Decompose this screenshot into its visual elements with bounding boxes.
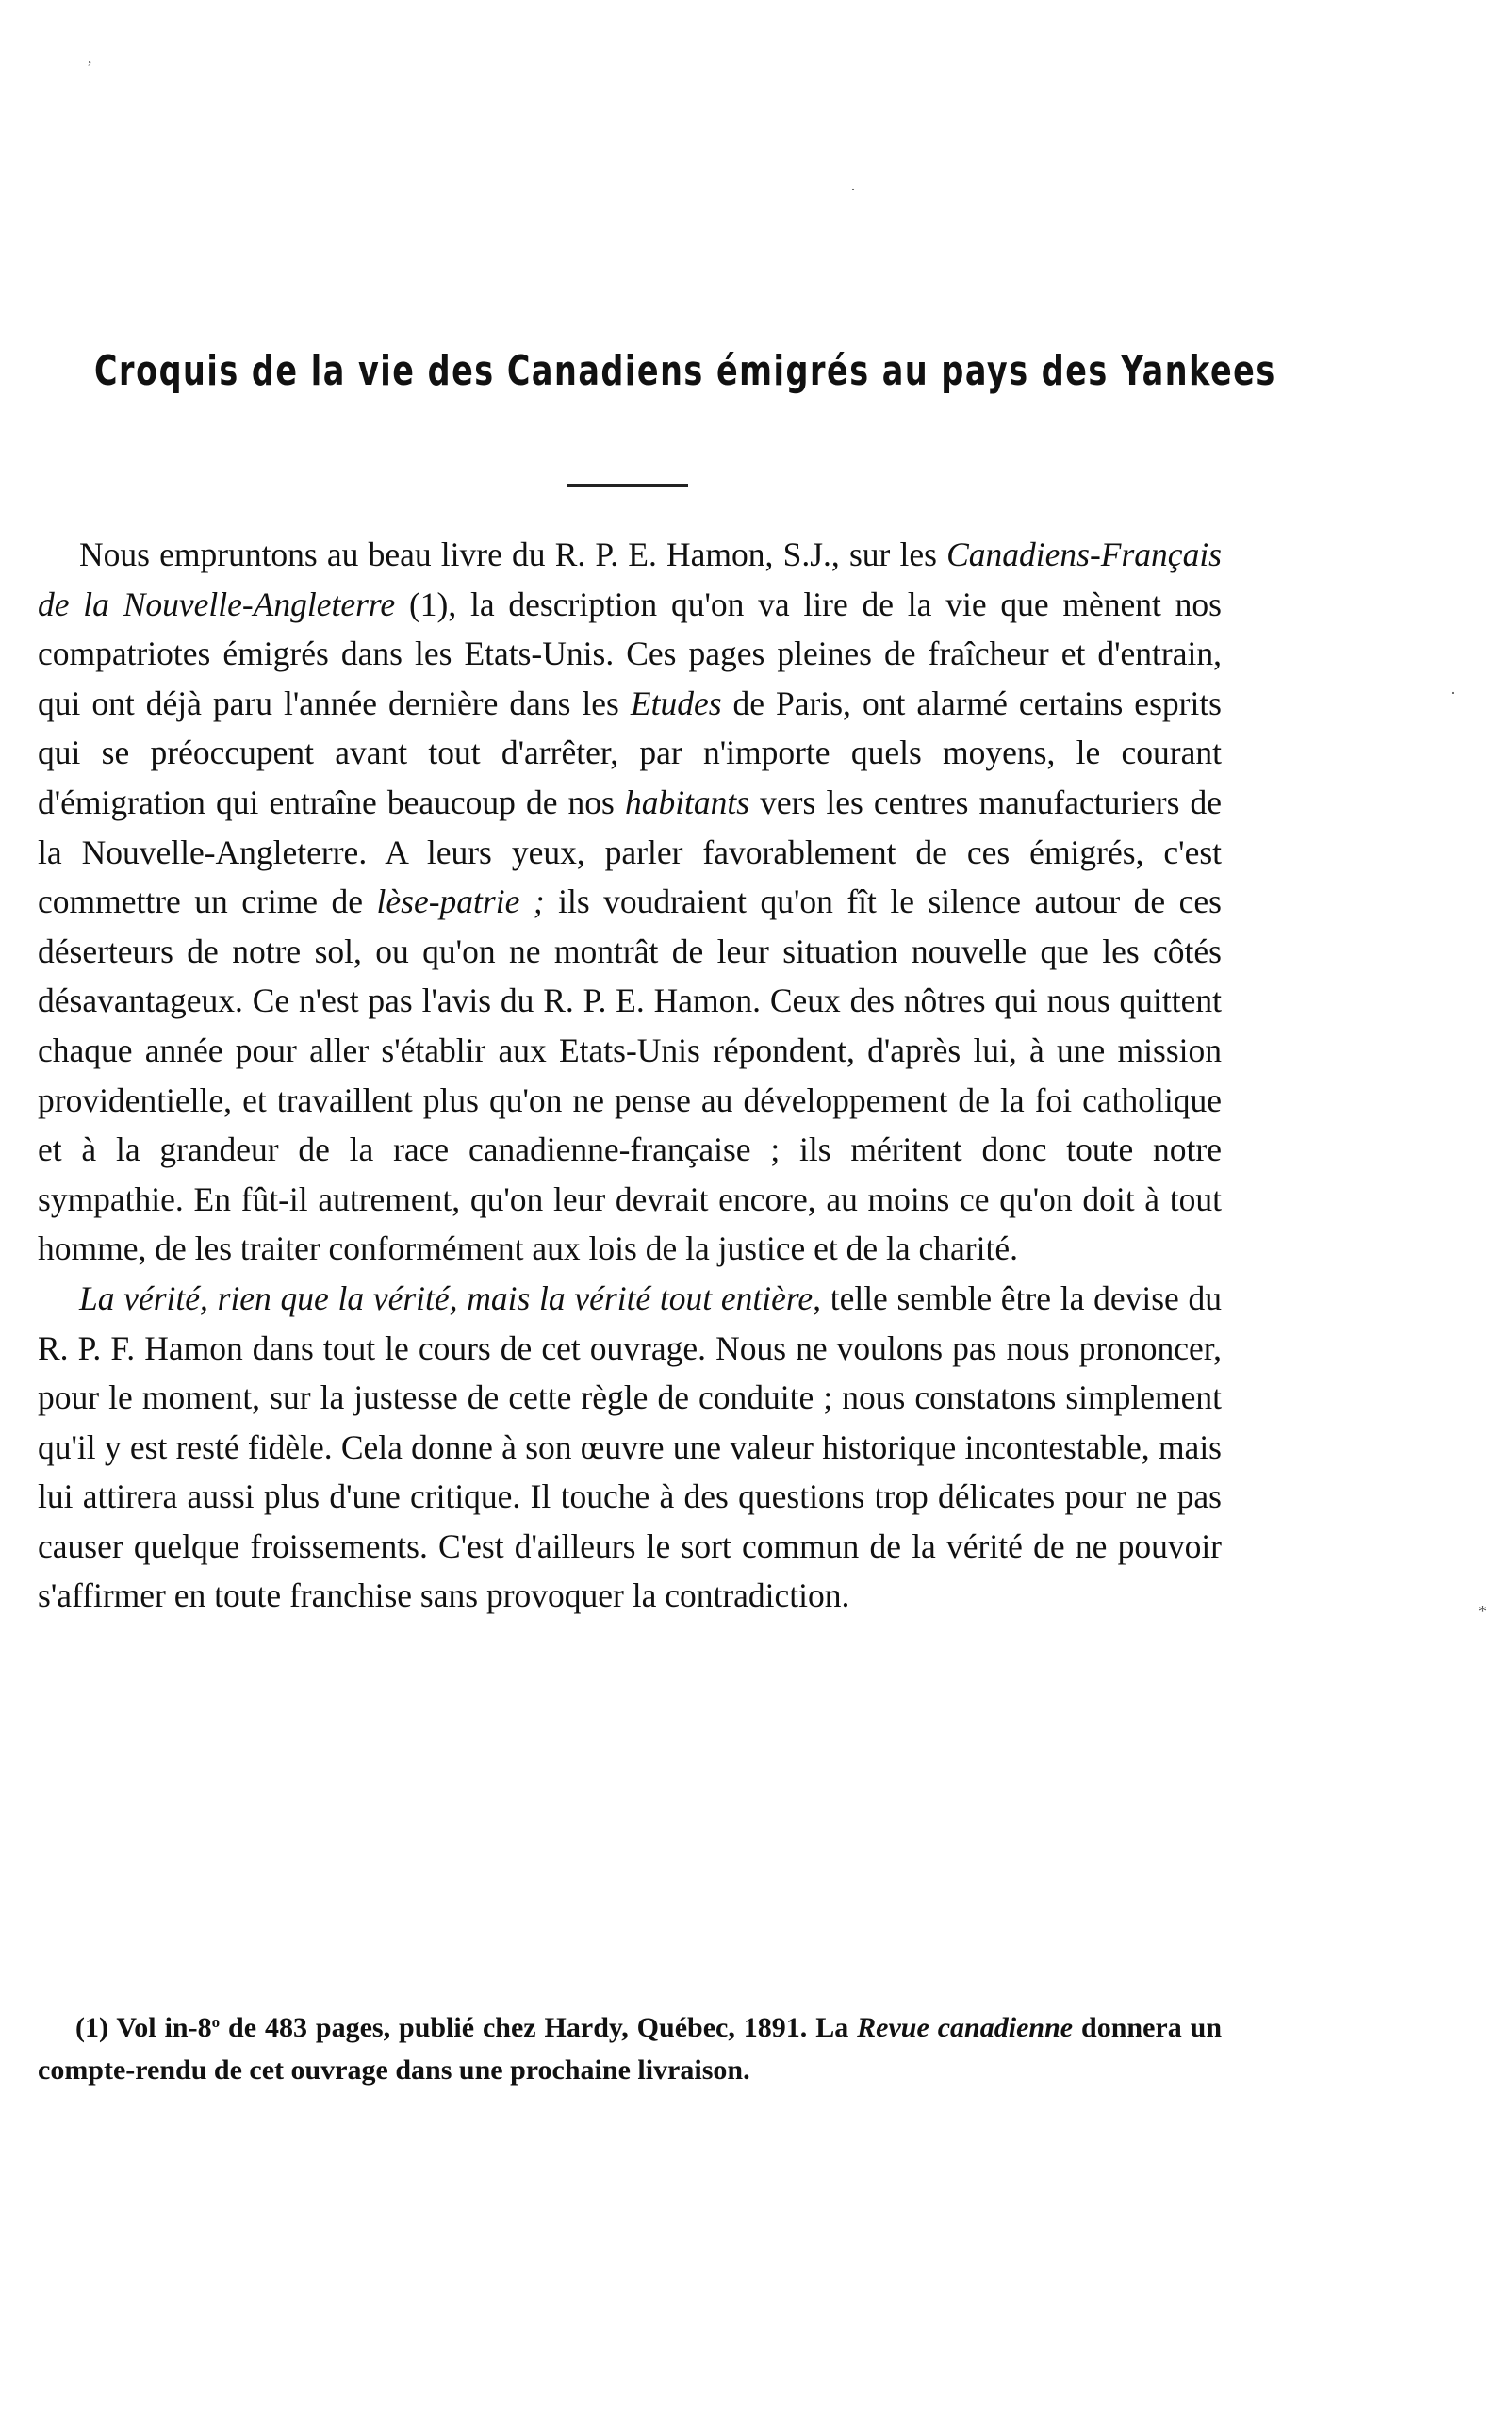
footnote: [38, 2001, 1222, 2091]
article-body: [38, 530, 1222, 1621]
paragraph-1-text: (1), la description qu'on va lire de la vie que mènent nos compatriotes émigrés dans les Etats-Unis. Ces pages pleines de fraîcheur et d'entrain, qui ont déjà paru l'année dernière dans les: [38, 585, 1222, 722]
motto-italic: La vérité, rien que la vérité, mais la vérité tout entière,: [79, 1278, 821, 1317]
etudes-italic: Etudes: [630, 684, 722, 722]
habitants-italic: habitants: [624, 783, 750, 821]
title-divider: [567, 484, 688, 487]
scan-speck: ·: [1450, 684, 1455, 702]
lese-patrie-italic: lèse-patrie ;: [376, 883, 545, 921]
paragraph-1-text: ils voudraient qu'on fît le silence autour de ces déserteurs de notre sol, ou qu'on ne montrât de leur situation nouvelle que les côtés désavantageux. Ce n'est pas l'avis du R. P. E. Hamon. Ceux des nôtres qui nous quittent chaque année pour aller s'établir aux Etats-Unis répondent, d'après lui, à une mission providentielle, et travaillent plus qu'on ne pense au développement de la foi catholique et à la grandeur de la race canadienne-française ; ils méritent donc toute notre sympathie. En fût-il autrement, qu'on leur devrait encore, au moins ce qu'on doit à tout homme, de les traiter conformément aux lois de la justice et de la charité.: [38, 883, 1222, 1268]
paragraph-2: [38, 1274, 1222, 1621]
scan-speck: ·: [850, 180, 856, 199]
scan-speck: ʼ: [87, 58, 92, 76]
paragraph-1-text: vers les centres manufacturiers de la Nouvelle-Angleterre. A leurs yeux, parler favorablement de ces émigrés, c'est commettre un crime de: [38, 783, 1222, 921]
footnote-superscript: o: [211, 2013, 221, 2031]
article-title: Croquis de la vie des Canadiens émigrés au pays des Yankees: [94, 347, 1276, 395]
paragraph-2-text: telle semble être la devise du R. P. F. Hamon dans tout le cours de cet ouvrage. Nous ne voulons pas nous prononcer, pour le moment, sur la justesse de cette règle de conduite ; nous constatons simplement qu'il y est resté fidèle. Cela donne à son œuvre une valeur historique incontestable, mais lui attirera aussi plus d'une critique. Il touche à des questions trop délicates pour ne pas causer quelque froissements. C'est d'ailleurs le sort commun de la vérité de ne pouvoir s'affirmer en toute franchise sans provoquer la contradiction.: [38, 1278, 1222, 1615]
paragraph-1-text: Nous empruntons au beau livre du R. P. E. Hamon, S.J., sur les: [79, 536, 947, 573]
footnote-text: de 483 pages, publié chez Hardy, Québec, 1891. La: [220, 2012, 858, 2043]
footnote-journal-italic: Revue canadienne: [857, 2012, 1074, 2043]
footnote-text: donnera un compte-rendu de cet ouvrage dans une prochaine livraison.: [38, 2012, 1223, 2086]
paragraph-1: [38, 530, 1222, 1274]
paragraph-1-text: de Paris, ont alarmé certains esprits qui se préoccupent avant tout d'arrêter, par n'importe quels moyens, le courant d'émigration qui entraîne beaucoup de nos: [38, 684, 1222, 821]
footnote-marker: (1): [75, 2012, 108, 2043]
book-title-italic: Canadiens-Français de la Nouvelle-Angleterre: [38, 536, 1222, 623]
scan-speck: *: [1478, 1602, 1487, 1621]
footnote-text: Vol in-8: [116, 2012, 212, 2043]
